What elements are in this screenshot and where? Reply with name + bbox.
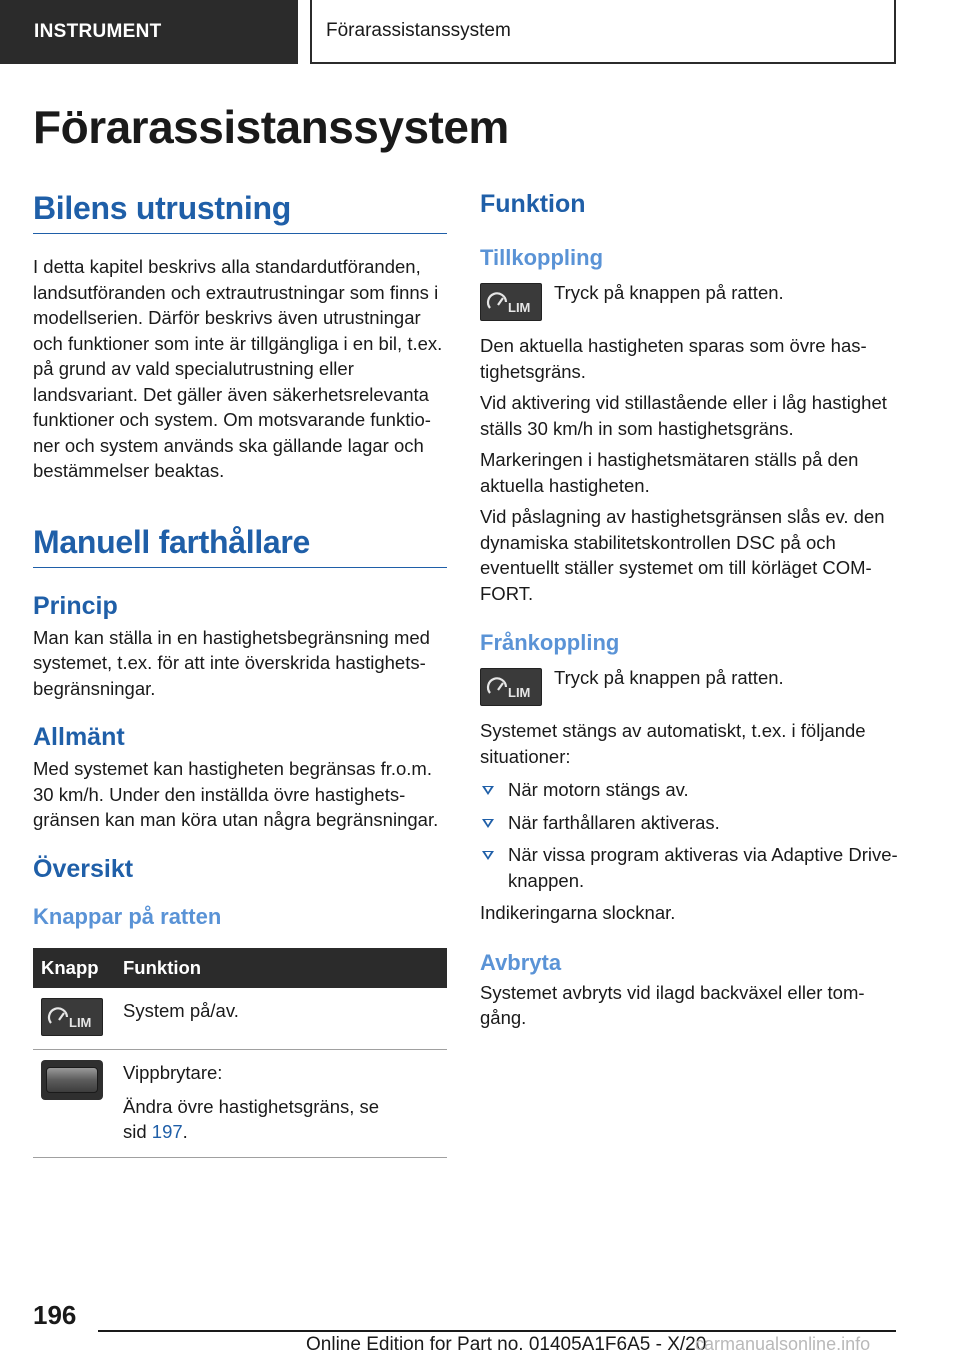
heading-steering-buttons: Knappar på ratten	[33, 903, 222, 929]
paragraph-general: Med systemet kan hastigheten begränsas fr.o.m. 30 km/h. Under den inställda övre hastighetsgränsen kan man köra utan några begränsningar.	[33, 758, 439, 830]
speed-limiter-icon	[480, 668, 542, 706]
paragraph-cancel: Systemet avbryts vid ilagd backväxel eller tomgång.	[480, 981, 865, 1028]
list-item: När farthållaren aktiveras.	[480, 810, 900, 836]
speed-limiter-icon-label: LIM	[69, 1014, 92, 1030]
paragraph-switch-off-2: Indikeringarna slocknar.	[480, 902, 676, 923]
function-rocker-title: Vippbrytare:	[123, 1062, 223, 1083]
table-row	[33, 1050, 447, 1158]
heading-equipment: Bilens utrustning	[33, 190, 447, 234]
list-item: När vissa program aktiveras via Adaptive Drive-knappen.	[480, 842, 900, 893]
table-cell-icon	[33, 988, 115, 1050]
speed-limiter-glyph	[484, 288, 538, 316]
paragraph-principle: Man kan ställa in en hastighetsbegränsning med systemet, t.ex. för att inte överskrida hastighetsbegränsningar.	[33, 626, 430, 699]
page-number: 196	[33, 1300, 77, 1330]
paragraph-switch-on-press: Tryck på knappen på ratten.	[554, 282, 784, 303]
buttons-table	[33, 948, 447, 1158]
heading-cruise-control: Manuell farthållare	[33, 524, 447, 568]
function-system-on-off: System på/av.	[123, 999, 239, 1021]
paragraph-switch-on-4: Vid påslagning av hastighetsgränsen slås ev. den dynamiska stabilitetskontrollen DSC på och eventuellt ställer systemet om till körläget COMFORT.	[480, 506, 885, 604]
heading-general: Allmänt	[33, 723, 125, 751]
table-row	[33, 988, 447, 1050]
rocker-switch-icon	[41, 1060, 103, 1100]
speed-limiter-glyph	[484, 673, 538, 701]
table-header-row	[33, 948, 447, 988]
heading-overview: Översikt	[33, 854, 134, 883]
heading-principle: Princip	[33, 591, 118, 620]
speed-limiter-icon-label: LIM	[508, 685, 531, 700]
reference-page-link[interactable]: 197	[151, 1121, 183, 1142]
table-cell-function	[115, 1050, 447, 1158]
table-cell-function	[115, 988, 447, 1050]
table-header-button: Knapp	[33, 948, 115, 988]
left-column	[33, 190, 447, 1158]
header-topic	[310, 0, 896, 64]
speed-limiter-icon	[41, 998, 103, 1036]
header-section-label: INSTRUMENT	[34, 21, 162, 42]
right-column	[480, 190, 900, 1031]
header-section	[0, 0, 298, 64]
header-topic-label: Förarassistanssystem	[326, 20, 511, 41]
auto-off-list	[480, 777, 900, 893]
speed-limiter-glyph	[45, 1003, 99, 1031]
heading-cancel: Avbryta	[480, 949, 562, 975]
table-cell-icon	[33, 1050, 115, 1158]
paragraph-switch-on-3: Markeringen i hastighetsmätaren ställs på den aktuella hastigheten.	[480, 449, 859, 496]
switch-off-instruction	[480, 668, 900, 706]
switch-on-instruction	[480, 283, 900, 321]
paragraph-switch-on-1: Den aktuella hastigheten sparas som övre hastighetsgräns.	[480, 335, 867, 382]
function-rocker-desc: Ändra övre hastighetsgräns, se	[123, 1095, 380, 1117]
watermark: carmanualsonline.info	[695, 1334, 871, 1354]
list-item: När motorn stängs av.	[480, 777, 900, 803]
table-header-function: Funktion	[115, 948, 447, 988]
rocker-switch-paddle	[46, 1067, 98, 1093]
reference-prefix: sid	[123, 1121, 147, 1142]
speed-limiter-icon	[480, 283, 542, 321]
footer-edition: Online Edition for Part no. 01405A1F6A5 - X/20	[306, 1334, 707, 1355]
paragraph-equipment: I detta kapitel beskrivs alla standardutföranden, landsutföranden och extrautrustningar som finns i modellserien. Därför beskrivs även utrustningar och funktioner som inte är tillgängliga i en bil, t.ex. på grund av vald specialutrustning eller landsvariant. Det gäller även säkerhetsrelevanta funktioner och system. Om motsvarande funktioner och system används ska gällande lagar och bestämmelser beaktas.	[33, 256, 443, 481]
heading-switch-on: Tillkoppling	[480, 245, 604, 270]
heading-switch-off: Frånkoppling	[480, 630, 620, 655]
heading-function: Funktion	[480, 190, 586, 218]
chapter-title: Förarassistanssystem	[33, 101, 509, 153]
function-rocker-reference	[123, 1119, 439, 1145]
paragraph-switch-off-1: Systemet stängs av automatiskt, t.ex. i följande situationer:	[480, 720, 866, 767]
reference-suffix: .	[182, 1121, 188, 1142]
paragraph-switch-off-press: Tryck på knappen på ratten.	[554, 667, 784, 688]
paragraph-switch-on-2: Vid aktivering vid stillastående eller i låg hastighet ställs 30 km/h in som hastighetsgräns.	[480, 392, 887, 439]
speed-limiter-icon-label: LIM	[508, 300, 531, 315]
footer-divider	[98, 1330, 896, 1332]
